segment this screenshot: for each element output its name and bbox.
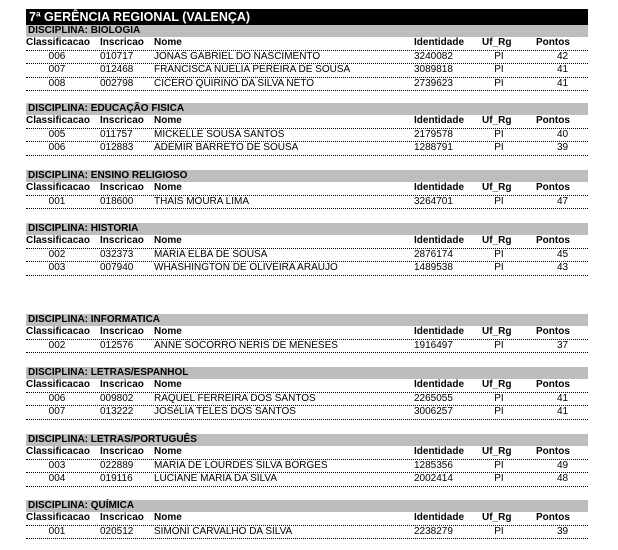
col-uf-rg-header: Uf_Rg [482,512,512,523]
col-uf-rg-header: Uf_Rg [482,235,512,246]
col-classificacao-cell: 001 [48,195,66,207]
col-uf-rg-cell: PI [494,525,504,537]
col-identidade-cell: 1288791 [414,142,453,153]
col-nome-cell: ANNE SOCORRO NERIS DE MENESES [154,339,338,351]
col-classificacao-header: Classificacao [26,37,90,48]
col-inscricao-cell: 012576 [100,339,134,351]
col-nome-cell: JOSéLIA TELES DOS SANTOS [154,406,296,417]
column-header-row [26,379,588,393]
discipline-section [26,314,588,353]
discipline-heading: DISCIPLINA: QUÍMICA [26,500,588,512]
col-pontos-cell: 40 [556,128,569,140]
col-uf-rg-cell: PI [494,473,504,484]
col-inscricao-header: Inscricao [100,182,144,193]
col-inscricao-cell: 018600 [100,195,134,207]
col-pontos-cell: 41 [556,64,569,75]
col-nome-cell: THAÍS MOURA LIMA [154,195,250,207]
col-identidade-header: Identidade [414,182,465,193]
col-inscricao-cell: 002798 [100,77,134,89]
col-classificacao-header: Classificacao [26,512,90,523]
col-classificacao-cell: 006 [48,50,66,62]
column-header-row [26,182,588,196]
table-row [26,249,588,263]
col-inscricao-cell: 020512 [100,525,134,537]
col-pontos-header: Pontos [536,115,570,126]
col-classificacao-cell: 005 [48,128,66,140]
col-classificacao-cell: 003 [48,459,66,471]
col-identidade-cell: 3264701 [414,195,453,207]
col-uf-rg-header: Uf_Rg [482,446,512,457]
col-classificacao-cell: 006 [48,392,66,404]
column-header-row [26,235,588,249]
discipline-section [26,103,588,156]
col-pontos-cell: 41 [556,77,569,89]
table-row [26,393,588,407]
col-nome-cell: ADEMIR BARRETO DE SOUSA [154,142,299,153]
col-uf-rg-cell: PI [494,262,504,273]
col-classificacao-cell: 002 [48,248,66,260]
col-identidade-cell: 3089818 [414,64,453,75]
col-nome-header: Nome [154,182,182,193]
col-classificacao-header: Classificacao [26,115,90,126]
col-identidade-header: Identidade [414,326,465,337]
col-uf-rg-cell: PI [494,339,504,351]
discipline-section [26,500,588,539]
document-page [26,9,588,537]
discipline-section [26,170,588,209]
col-uf-rg-cell: PI [494,248,504,260]
col-pontos-cell: 39 [556,142,569,153]
col-nome-cell: CICERO QUIRINO DA SILVA NETO [154,77,315,89]
col-pontos-header: Pontos [536,235,570,246]
col-identidade-cell: 2002414 [414,473,453,484]
table-row [26,129,588,143]
table-row [26,64,588,78]
col-pontos-header: Pontos [536,326,570,337]
col-identidade-cell: 3006257 [414,406,453,417]
col-pontos-cell: 43 [556,262,569,273]
col-pontos-header: Pontos [536,182,570,193]
col-classificacao-cell: 001 [48,525,66,537]
col-pontos-header: Pontos [536,446,570,457]
column-header-row [26,326,588,340]
col-uf-rg-header: Uf_Rg [482,326,512,337]
discipline-heading: DISCIPLINA: LETRAS/PORTUGUÊS [26,434,588,446]
col-uf-rg-header: Uf_Rg [482,115,512,126]
col-uf-rg-cell: PI [494,195,504,207]
col-nome-cell: LUCIANE MARIA DA SILVA [154,473,278,484]
col-classificacao-cell: 008 [48,77,66,89]
col-identidade-cell: 2739623 [414,77,453,89]
col-pontos-cell: 41 [556,406,569,417]
col-pontos-cell: 39 [556,525,569,537]
col-pontos-cell: 37 [556,339,569,351]
column-header-row [26,37,588,51]
col-identidade-header: Identidade [414,512,465,523]
col-nome-cell: FRANCISCA NUELIA PEREIRA DE SOUSA [154,64,351,75]
col-nome-header: Nome [154,379,182,390]
col-identidade-cell: 3240082 [414,50,453,62]
col-nome-header: Nome [154,235,182,246]
col-nome-cell: MICKELLE SOUSA SANTOS [154,128,285,140]
col-uf-rg-cell: PI [494,142,504,153]
col-pontos-cell: 41 [556,392,569,404]
col-pontos-header: Pontos [536,37,570,48]
discipline-section [26,223,588,276]
col-inscricao-header: Inscricao [100,446,144,457]
col-uf-rg-cell: PI [494,128,504,140]
col-nome-header: Nome [154,446,182,457]
col-classificacao-cell: 004 [48,473,66,484]
col-nome-cell: JONAS GABRIEL DO NASCIMENTO [154,50,321,62]
col-nome-cell: RAQUEL FERREIRA DOS SANTOS [154,392,316,404]
col-inscricao-header: Inscricao [100,326,144,337]
col-pontos-cell: 45 [556,248,569,260]
col-uf-rg-cell: PI [494,64,504,75]
table-row [26,142,588,156]
col-uf-rg-cell: PI [494,392,504,404]
discipline-section [26,434,588,487]
col-inscricao-cell: 032373 [100,248,134,260]
discipline-heading: DISCIPLINA: INFORMATICA [26,314,588,326]
col-identidade-cell: 2179578 [414,128,453,140]
discipline-section [26,25,588,91]
col-inscricao-cell: 019116 [100,473,133,484]
col-nome-header: Nome [154,115,182,126]
col-classificacao-header: Classificacao [26,379,90,390]
col-identidade-cell: 1285356 [414,459,453,471]
col-nome-header: Nome [154,512,182,523]
col-identidade-cell: 2238279 [414,525,453,537]
col-inscricao-cell: 012883 [100,142,134,153]
col-inscricao-cell: 010717 [100,50,134,62]
col-inscricao-cell: 012468 [100,64,134,75]
col-inscricao-cell: 011757 [100,128,133,140]
col-identidade-header: Identidade [414,446,465,457]
col-uf-rg-cell: PI [494,406,504,417]
col-uf-rg-cell: PI [494,77,504,89]
col-pontos-header: Pontos [536,379,570,390]
col-identidade-cell: 1489538 [414,262,453,273]
col-classificacao-cell: 003 [48,262,66,273]
page-title: 7ª GERÊNCIA REGIONAL (VALENÇA) [26,9,588,25]
table-row [26,460,588,474]
col-identidade-header: Identidade [414,235,465,246]
col-uf-rg-header: Uf_Rg [482,37,512,48]
col-pontos-header: Pontos [536,512,570,523]
col-identidade-header: Identidade [414,379,465,390]
col-classificacao-cell: 007 [48,406,66,417]
col-nome-cell: SIMONI CARVALHO DA SILVA [154,525,293,537]
table-row [26,340,588,354]
col-classificacao-header: Classificacao [26,326,90,337]
table-row [26,406,588,420]
col-pontos-cell: 42 [556,50,569,62]
table-row [26,196,588,210]
column-header-row [26,446,588,460]
col-inscricao-header: Inscricao [100,235,144,246]
col-inscricao-header: Inscricao [100,115,144,126]
col-classificacao-header: Classificacao [26,235,90,246]
col-uf-rg-cell: PI [494,459,504,471]
col-pontos-cell: 49 [556,459,569,471]
col-identidade-header: Identidade [414,115,465,126]
discipline-section [26,367,588,420]
col-inscricao-cell: 007940 [100,262,134,273]
col-classificacao-header: Classificacao [26,182,90,193]
col-identidade-cell: 2265055 [414,392,453,404]
column-header-row [26,115,588,129]
col-pontos-cell: 48 [556,473,569,484]
discipline-heading: DISCIPLINA: ENSINO RELIGIOSO [26,170,588,182]
col-inscricao-header: Inscricao [100,37,144,48]
col-inscricao-header: Inscricao [100,512,144,523]
discipline-heading: DISCIPLINA: HISTORIA [26,223,588,235]
col-nome-header: Nome [154,326,182,337]
discipline-heading: DISCIPLINA: LETRAS/ESPANHOL [26,367,588,379]
column-header-row [26,512,588,526]
col-uf-rg-header: Uf_Rg [482,379,512,390]
col-inscricao-header: Inscricao [100,379,144,390]
col-nome-cell: MARIA DE LOURDES SILVA BORGES [154,459,328,471]
col-classificacao-cell: 006 [48,142,66,153]
table-row [26,473,588,487]
discipline-heading: DISCIPLINA: EDUCAÇÃO FISICA [26,103,588,115]
col-uf-rg-header: Uf_Rg [482,182,512,193]
discipline-heading: DISCIPLINA: BIOLOGIA [26,25,588,37]
col-identidade-cell: 1916497 [414,339,453,351]
col-pontos-cell: 47 [556,195,569,207]
table-row [26,78,588,92]
table-row [26,526,588,540]
col-uf-rg-cell: PI [494,50,504,62]
col-classificacao-cell: 002 [48,339,66,351]
col-classificacao-cell: 007 [48,64,66,75]
col-inscricao-cell: 013222 [100,406,134,417]
table-row [26,51,588,65]
col-nome-cell: WHASHINGTON DE OLIVEIRA ARAUJO [154,262,338,273]
col-classificacao-header: Classificacao [26,446,90,457]
col-nome-header: Nome [154,37,182,48]
col-identidade-cell: 2876174 [414,248,453,260]
table-row [26,262,588,276]
col-inscricao-cell: 009802 [100,392,134,404]
col-inscricao-cell: 022889 [100,459,134,471]
col-nome-cell: MARIA ELBA DE SOUSA [154,248,268,260]
col-identidade-header: Identidade [414,37,465,48]
